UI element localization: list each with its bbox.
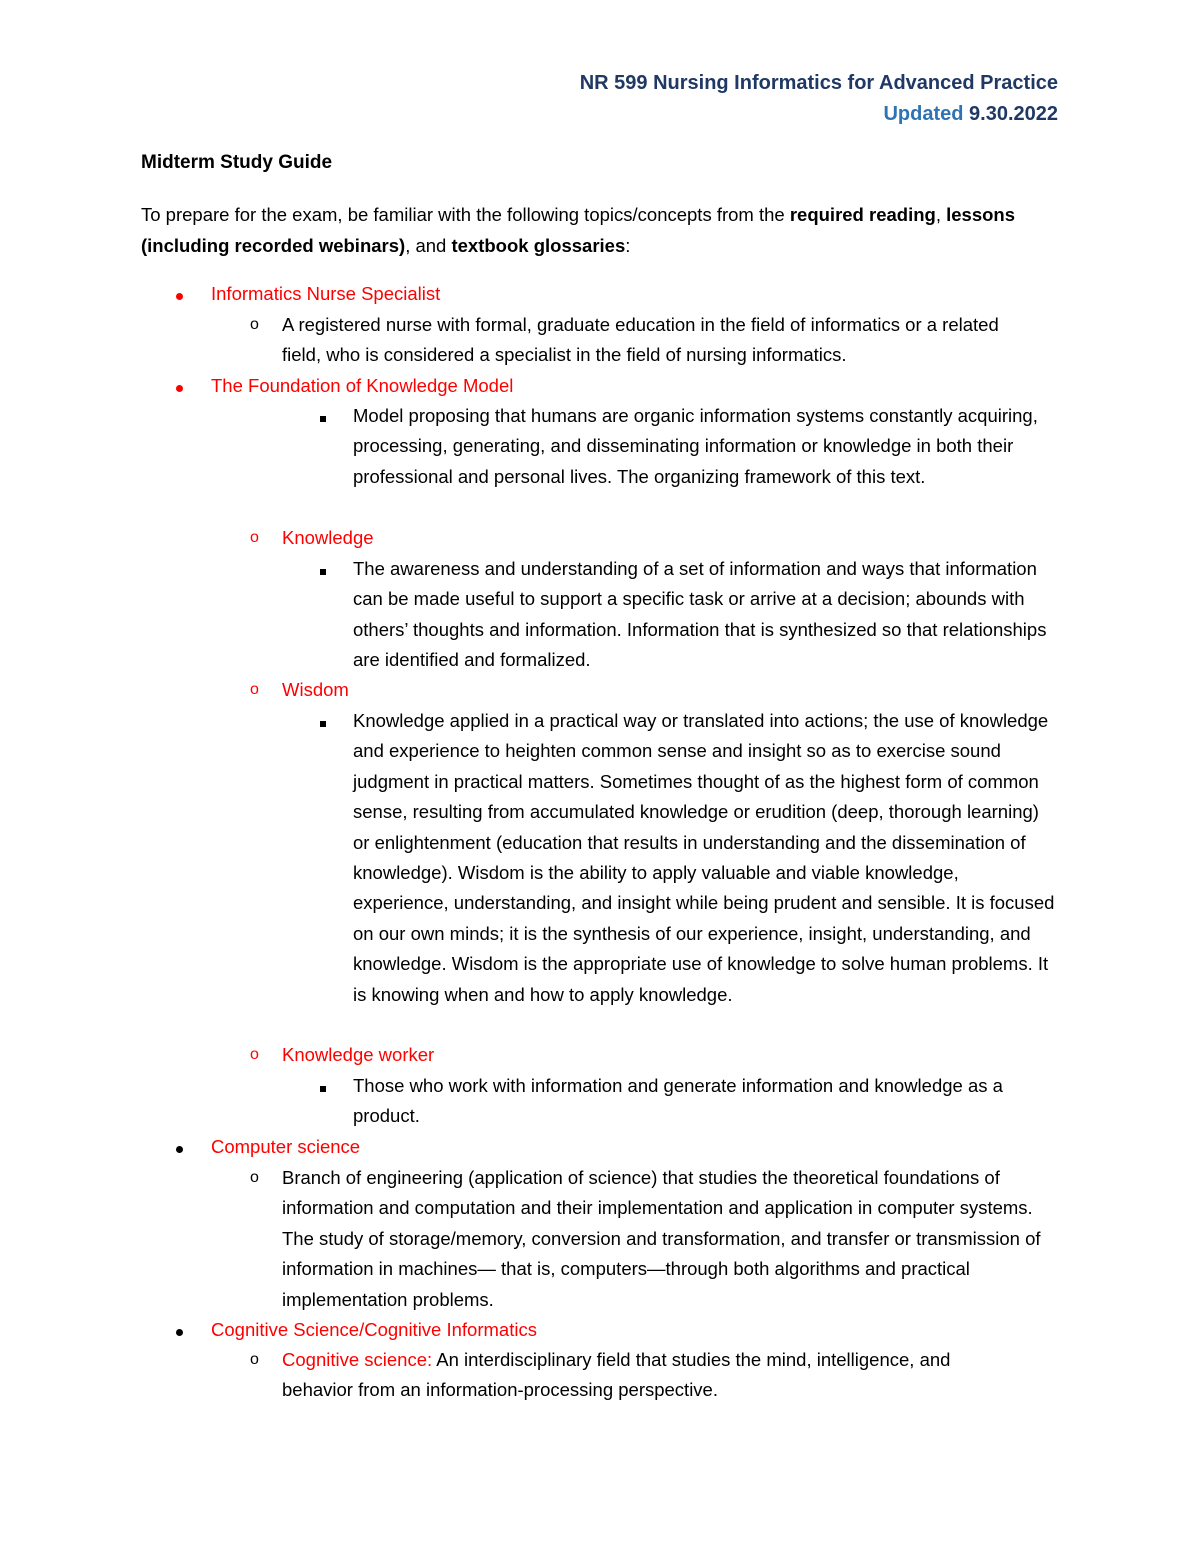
page-title: Midterm Study Guide <box>141 152 333 173</box>
bullet-icon <box>176 371 183 401</box>
circle-bullet-icon: o <box>250 529 259 546</box>
course-title: NR 599 Nursing Informatics for Advanced Practice <box>579 72 1058 94</box>
intro-bold-required-reading: required reading <box>789 204 936 225</box>
intro-paragraph <box>141 199 1071 261</box>
cognitive-science-text: An interdisciplinary field that studies the mind, intelligence, and behavior from an information-processing perspective. <box>282 1349 951 1401</box>
square-bullet-icon <box>320 554 326 584</box>
term-cognitive-science-informatics: Cognitive Science/Cognitive Informatics <box>211 1319 537 1340</box>
square-bullet-icon <box>320 706 326 736</box>
bullet-icon <box>176 279 183 309</box>
term-informatics-nurse-specialist: Informatics Nurse Specialist <box>211 283 441 304</box>
intro-text: To prepare for the exam, be familiar with the following topics/concepts from the <box>141 204 790 225</box>
circle-bullet-icon: o <box>250 1169 259 1186</box>
circle-bullet-icon: o <box>250 316 259 333</box>
square-bullet-icon <box>320 401 326 431</box>
bullet-icon <box>176 1132 183 1162</box>
definition-computer-science: Branch of engineering (application of science) that studies the theoretical foundations of information and computation and their implementation and application in computer systems. The study of storage/memory, conversion and transformation, and transfer or transmission of information in machines— that is, computers—through both algorithms and practical implementation problems. <box>282 1167 1041 1310</box>
document-header <box>580 68 1058 130</box>
intro-end: : <box>625 235 631 256</box>
intro-separator-2: , and <box>405 235 452 256</box>
term-knowledge: Knowledge <box>282 527 374 548</box>
intro-bold-glossaries: textbook glossaries <box>451 235 626 256</box>
circle-bullet-icon: o <box>250 1351 259 1368</box>
circle-bullet-icon: o <box>250 681 259 698</box>
updated-label: Updated <box>883 103 964 125</box>
term-computer-science: Computer science <box>211 1136 361 1157</box>
definition-cognitive-science <box>282 1345 1012 1406</box>
term-knowledge-worker: Knowledge worker <box>282 1044 435 1065</box>
square-bullet-icon <box>320 1071 326 1101</box>
definition-knowledge-worker: Those who work with information and generate information and knowledge as a product. <box>353 1075 1003 1127</box>
definition-knowledge: The awareness and understanding of a set of information and ways that information can be made useful to support a specific task or arrive at a decision; abounds with others’ thoughts and information. Information that is synthesized so that relationships are identified and formalized. <box>353 558 1047 671</box>
circle-bullet-icon: o <box>250 1046 259 1063</box>
intro-separator-1: , <box>935 204 947 225</box>
term-foundation-of-knowledge-model: The Foundation of Knowledge Model <box>211 375 514 396</box>
definition-wisdom: Knowledge applied in a practical way or translated into actions; the use of knowledge and experience to heighten common sense and insight so as to exercise sound judgment in practical matters. Sometimes thought of as the highest form of common sense, resulting from accumulated knowledge or erudition (deep, thorough learning) or enlightenment (education that results in understanding and the dissemination of knowledge). Wisdom is the ability to apply valuable and viable knowledge, experience, understanding, and insight while being prudent and sensible. It is focused on our own minds; it is the synthesis of our experience, insight, understanding, and knowledge. Wisdom is the appropriate use of knowledge to solve human problems. It is knowing when and how to apply knowledge. <box>353 710 1055 1005</box>
definition-informatics-nurse-specialist: A registered nurse with formal, graduate education in the field of informatics or a related field, who is considered a specialist in the field of nursing informatics. <box>282 314 999 366</box>
term-wisdom: Wisdom <box>282 679 349 700</box>
definition-foundation-of-knowledge-model: Model proposing that humans are organic information systems constantly acquiring, processing, generating, and disseminating information or knowledge in both their professional and personal lives. The organizing framework of this text. <box>353 405 1038 487</box>
updated-date: 9.30.2022 <box>969 103 1058 125</box>
updated-line <box>580 99 1058 130</box>
intro-bold-lessons: lessons (including recorded webinars) <box>141 204 1016 256</box>
term-cognitive-science: Cognitive science: <box>282 1349 433 1370</box>
bullet-icon <box>176 1315 183 1345</box>
